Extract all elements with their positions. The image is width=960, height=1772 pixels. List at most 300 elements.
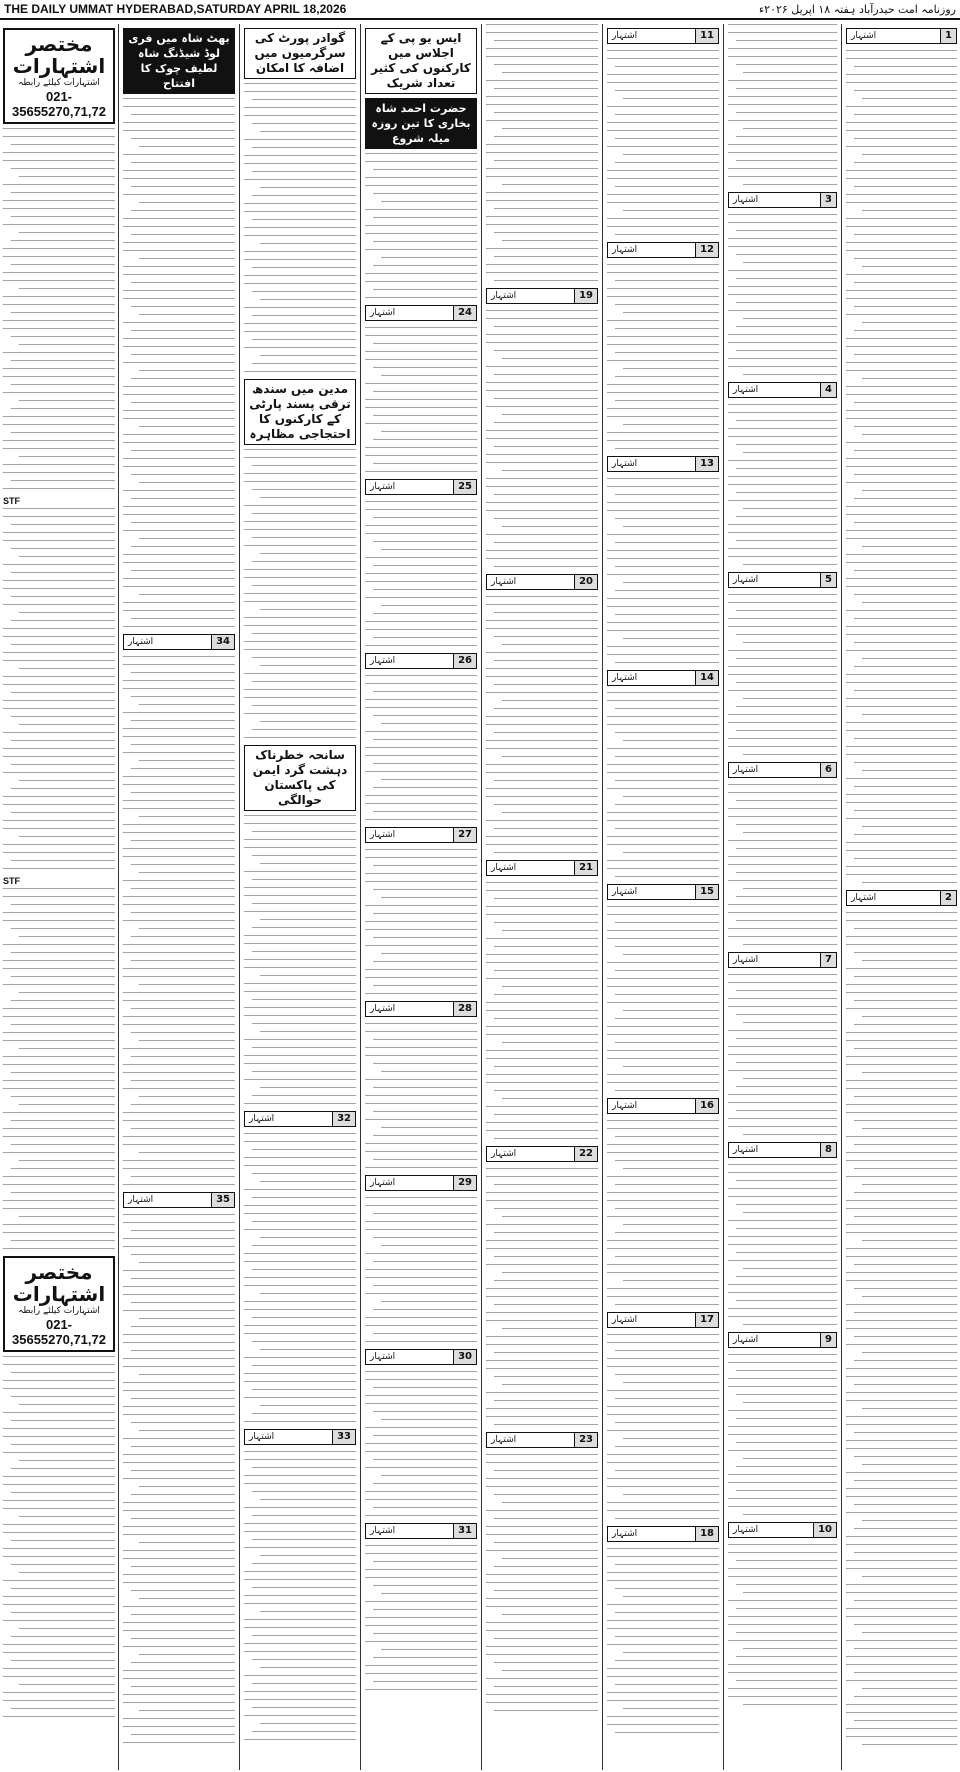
- text-line: [365, 1317, 477, 1318]
- text-line: [486, 510, 598, 511]
- text-line: [494, 1400, 598, 1401]
- text-line: [846, 698, 957, 699]
- text-line: [373, 265, 477, 266]
- news-text: [244, 449, 356, 738]
- text-line: [607, 1604, 719, 1605]
- text-line: [486, 310, 598, 311]
- text-line: [743, 564, 837, 565]
- text-line: [244, 983, 356, 984]
- text-line: [244, 601, 356, 602]
- notice-header: 8 اشتہار: [728, 1142, 837, 1158]
- text-line: [11, 384, 115, 385]
- text-line: [846, 874, 957, 875]
- text-line: [486, 1462, 598, 1463]
- text-line: [728, 358, 837, 359]
- news-text: [486, 24, 598, 281]
- text-line: [123, 1222, 235, 1223]
- text-line: [244, 283, 356, 284]
- text-line: [728, 1094, 837, 1095]
- text-line: [615, 1518, 719, 1519]
- text-line: [373, 1237, 477, 1238]
- text-line: [486, 1702, 598, 1703]
- text-line: [11, 1168, 115, 1169]
- text-line: [486, 596, 598, 597]
- text-line: [607, 622, 719, 623]
- text-line: [365, 1641, 477, 1642]
- text-line: [11, 1192, 115, 1193]
- text-line: [854, 114, 957, 115]
- text-line: [607, 1390, 719, 1391]
- text-line: [244, 1309, 356, 1310]
- text-line: [494, 922, 598, 923]
- text-line: [615, 662, 719, 663]
- notice-text: [728, 974, 837, 1135]
- text-line: [743, 1648, 837, 1649]
- text-line: [736, 1228, 837, 1229]
- text-line: [607, 336, 719, 337]
- text-line: [123, 178, 235, 179]
- text-line: [623, 1168, 719, 1169]
- text-line: [607, 194, 719, 195]
- notice-text: [486, 596, 598, 853]
- text-line: [607, 320, 719, 321]
- text-line: [607, 1358, 719, 1359]
- text-line: [846, 1304, 957, 1305]
- text-line: [365, 1205, 477, 1206]
- text-line: [728, 1426, 837, 1427]
- text-line: [3, 1152, 115, 1153]
- text-line: [252, 537, 356, 538]
- text-line: [607, 986, 719, 987]
- text-line: [373, 367, 477, 368]
- text-line: [623, 98, 719, 99]
- text-line: [486, 1510, 598, 1511]
- text-line: [260, 497, 356, 498]
- text-line: [3, 448, 115, 449]
- text-line: [854, 426, 957, 427]
- text-line: [862, 490, 957, 491]
- text-line: [736, 824, 837, 825]
- text-line: [494, 112, 598, 113]
- text-line: [607, 296, 719, 297]
- text-line: [11, 1540, 115, 1541]
- text-line: [139, 426, 235, 427]
- text-line: [244, 1627, 356, 1628]
- text-line: [3, 1380, 115, 1381]
- text-line: [365, 209, 477, 210]
- text-line: [854, 786, 957, 787]
- text-line: [486, 1534, 598, 1535]
- text-line: [3, 1428, 115, 1429]
- text-line: [3, 796, 115, 797]
- text-line: [131, 936, 235, 937]
- text-line: [244, 625, 356, 626]
- news-column-4: [362, 24, 480, 1770]
- text-line: [11, 1096, 115, 1097]
- text-line: [494, 136, 598, 137]
- text-line: [494, 40, 598, 41]
- text-line: [728, 936, 837, 937]
- notice-text: [728, 404, 837, 565]
- text-line: [728, 168, 837, 169]
- text-line: [486, 1248, 598, 1249]
- text-line: [3, 700, 115, 701]
- text-line: [373, 1585, 477, 1586]
- text-line: [854, 450, 957, 451]
- notice-text: [486, 1454, 598, 1711]
- text-line: [252, 1683, 356, 1684]
- text-line: [252, 1269, 356, 1270]
- text-line: [252, 1731, 356, 1732]
- text-line: [3, 464, 115, 465]
- text-line: [728, 286, 837, 287]
- text-line: [846, 1112, 957, 1113]
- text-line: [139, 984, 235, 985]
- text-line: [11, 1636, 115, 1637]
- text-line: [244, 1213, 356, 1214]
- text-line: [244, 1715, 356, 1716]
- text-line: [3, 684, 115, 685]
- text-line: [494, 946, 598, 947]
- text-line: [252, 171, 356, 172]
- text-line: [244, 529, 356, 530]
- text-line: [123, 530, 235, 531]
- text-line: [365, 1269, 477, 1270]
- text-line: [615, 542, 719, 543]
- text-line: [846, 1568, 957, 1569]
- text-line: [365, 1229, 477, 1230]
- text-line: [3, 392, 115, 393]
- text-line: [139, 1654, 235, 1655]
- text-line: [123, 1478, 235, 1479]
- text-line: [3, 328, 115, 329]
- text-line: [494, 1232, 598, 1233]
- text-line: [3, 772, 115, 773]
- text-line: [728, 1624, 837, 1625]
- text-line: [3, 604, 115, 605]
- text-line: [365, 1601, 477, 1602]
- text-line: [736, 896, 837, 897]
- text-line: [3, 320, 115, 321]
- text-line: [728, 1568, 837, 1569]
- text-line: [123, 98, 235, 99]
- text-line: [252, 1095, 356, 1096]
- text-line: [502, 240, 598, 241]
- text-line: [494, 232, 598, 233]
- text-line: [123, 1742, 235, 1743]
- notice-text: [486, 310, 598, 567]
- text-line: [607, 844, 719, 845]
- text-line: [846, 274, 957, 275]
- text-line: [846, 706, 957, 707]
- text-line: [854, 66, 957, 67]
- text-line: [736, 1680, 837, 1681]
- text-line: [139, 1710, 235, 1711]
- text-line: [19, 780, 115, 781]
- text-line: [373, 1285, 477, 1286]
- text-line: [3, 580, 115, 581]
- text-line: [486, 1240, 598, 1241]
- text-line: [615, 352, 719, 353]
- text-line: [373, 1111, 477, 1112]
- text-line: [11, 812, 115, 813]
- text-line: [607, 440, 719, 441]
- text-line: [736, 254, 837, 255]
- text-line: [846, 722, 957, 723]
- text-line: [846, 410, 957, 411]
- text-line: [365, 1665, 477, 1666]
- text-line: [502, 1384, 598, 1385]
- text-line: [615, 400, 719, 401]
- text-line: [365, 1625, 477, 1626]
- text-line: [252, 1365, 356, 1366]
- text-line: [123, 506, 235, 507]
- text-line: [131, 474, 235, 475]
- text-line: [123, 194, 235, 195]
- text-line: [244, 1451, 356, 1452]
- text-line: [728, 856, 837, 857]
- text-line: [607, 146, 719, 147]
- text-line: [486, 558, 598, 559]
- text-line: [607, 218, 719, 219]
- text-line: [728, 270, 837, 271]
- text-line: [736, 136, 837, 137]
- text-line: [862, 1576, 957, 1577]
- text-line: [486, 104, 598, 105]
- text-line: [862, 1128, 957, 1129]
- notice-header: 5 اشتہار: [728, 572, 837, 588]
- text-line: [139, 370, 235, 371]
- text-line: [854, 762, 957, 763]
- text-line: [3, 896, 115, 897]
- text-line: [244, 935, 356, 936]
- text-line: [494, 1352, 598, 1353]
- text-line: [123, 266, 235, 267]
- text-line: [728, 548, 837, 549]
- text-line: [244, 1603, 356, 1604]
- text-line: [123, 610, 235, 611]
- text-line: [123, 514, 235, 515]
- text-line: [3, 732, 115, 733]
- text-line: [728, 214, 837, 215]
- notice-text: [365, 849, 477, 994]
- notice-text: [365, 1197, 477, 1342]
- notice-text: [607, 1548, 719, 1733]
- text-line: [846, 1656, 957, 1657]
- text-line: [615, 590, 719, 591]
- text-line: [3, 888, 115, 889]
- text-line: [11, 1564, 115, 1565]
- text-line: [252, 657, 356, 658]
- text-line: [486, 652, 598, 653]
- text-line: [123, 832, 235, 833]
- text-line: [131, 354, 235, 355]
- text-line: [123, 1366, 235, 1367]
- text-line: [373, 1387, 477, 1388]
- text-line: [486, 334, 598, 335]
- text-line: [131, 1080, 235, 1081]
- text-line: [365, 1451, 477, 1452]
- text-line: [846, 1328, 957, 1329]
- text-line: [607, 820, 719, 821]
- text-line: [743, 374, 837, 375]
- text-line: [252, 1491, 356, 1492]
- text-line: [736, 350, 837, 351]
- text-line: [131, 1398, 235, 1399]
- text-line: [736, 800, 837, 801]
- text-line: [607, 724, 719, 725]
- text-line: [728, 436, 837, 437]
- text-line: [502, 930, 598, 931]
- text-line: [3, 184, 115, 185]
- text-line: [3, 1040, 115, 1041]
- text-line: [365, 1379, 477, 1380]
- notice-header: 1 اشتہار: [846, 28, 957, 44]
- text-line: [244, 1475, 356, 1476]
- text-line: [373, 889, 477, 890]
- text-line: [11, 336, 115, 337]
- text-line: [846, 122, 957, 123]
- text-line: [846, 746, 957, 747]
- text-line: [123, 586, 235, 587]
- text-line: [728, 650, 837, 651]
- text-line: [123, 1000, 235, 1001]
- text-line: [736, 160, 837, 161]
- text-line: [11, 408, 115, 409]
- text-line: [728, 1696, 837, 1697]
- text-line: [846, 1448, 957, 1449]
- text-line: [365, 771, 477, 772]
- text-line: [494, 542, 598, 543]
- text-line: [846, 626, 957, 627]
- text-line: [3, 1452, 115, 1453]
- text-line: [623, 210, 719, 211]
- text-line: [244, 323, 356, 324]
- text-line: [743, 1704, 837, 1705]
- text-line: [131, 1326, 235, 1327]
- text-line: [486, 1368, 598, 1369]
- text-line: [846, 936, 957, 937]
- text-line: [854, 522, 957, 523]
- text-line: [494, 1208, 598, 1209]
- text-line: [244, 545, 356, 546]
- text-line: [846, 386, 957, 387]
- text-line: [123, 776, 235, 777]
- news-column-3: [241, 24, 359, 1770]
- text-line: [728, 120, 837, 121]
- text-line: [846, 1064, 957, 1065]
- text-line: [19, 836, 115, 837]
- text-line: [252, 339, 356, 340]
- text-line: [494, 1470, 598, 1471]
- text-line: [728, 1450, 837, 1451]
- text-line: [728, 1102, 837, 1103]
- text-line: [486, 1074, 598, 1075]
- text-line: [846, 106, 957, 107]
- text-line: [615, 1232, 719, 1233]
- text-line: [494, 446, 598, 447]
- text-line: [381, 1475, 477, 1476]
- text-line: [736, 1490, 837, 1491]
- text-line: [846, 1320, 957, 1321]
- text-line: [846, 1248, 957, 1249]
- text-line: [11, 1468, 115, 1469]
- text-line: [846, 218, 957, 219]
- text-line: [123, 1534, 235, 1535]
- text-line: [3, 984, 115, 985]
- text-line: [846, 1280, 957, 1281]
- text-line: [728, 500, 837, 501]
- text-line: [3, 1088, 115, 1089]
- text-line: [494, 780, 598, 781]
- text-line: [846, 778, 957, 779]
- text-line: [623, 1066, 719, 1067]
- text-line: [365, 905, 477, 906]
- text-line: [244, 967, 356, 968]
- text-line: [494, 994, 598, 995]
- text-line: [846, 1680, 957, 1681]
- text-line: [486, 890, 598, 891]
- text-line: [736, 1442, 837, 1443]
- text-line: [728, 1600, 837, 1601]
- text-line: [846, 1416, 957, 1417]
- notice-header: 9 اشتہار: [728, 1332, 837, 1348]
- text-line: [486, 1454, 598, 1455]
- text-line: [373, 985, 477, 986]
- text-line: [615, 114, 719, 115]
- text-line: [607, 1676, 719, 1677]
- text-line: [131, 546, 235, 547]
- text-line: [743, 184, 837, 185]
- text-line: [365, 273, 477, 274]
- notice-text: [607, 1120, 719, 1305]
- text-line: [846, 370, 957, 371]
- text-line: [123, 1526, 235, 1527]
- text-line: [139, 1430, 235, 1431]
- text-line: [623, 1596, 719, 1597]
- text-line: [623, 1438, 719, 1439]
- text-line: [123, 1334, 235, 1335]
- text-line: [244, 1015, 356, 1016]
- text-line: [846, 842, 957, 843]
- text-line: [728, 974, 837, 975]
- text-line: [260, 1723, 356, 1724]
- text-line: [252, 1173, 356, 1174]
- text-line: [131, 1518, 235, 1519]
- text-line: [846, 1424, 957, 1425]
- text-line: [252, 195, 356, 196]
- text-line: [123, 346, 235, 347]
- text-line: [3, 1208, 115, 1209]
- notice-text: [123, 656, 235, 1185]
- notice-header: 20 اشتہار: [486, 574, 598, 590]
- text-line: [502, 414, 598, 415]
- text-line: [123, 1678, 235, 1679]
- masthead-urdu: روزنامہ امت حیدرآباد ہفتہ ۱۸ اپریل ۲۰۲۶ء: [758, 2, 956, 16]
- text-line: [123, 1454, 235, 1455]
- notice-text: [607, 478, 719, 663]
- stf-label: STF: [3, 496, 20, 506]
- text-line: [736, 682, 837, 683]
- text-line: [486, 1392, 598, 1393]
- text-line: [486, 264, 598, 265]
- text-line: [607, 74, 719, 75]
- text-line: [365, 803, 477, 804]
- news-column-7: [725, 24, 840, 1770]
- text-line: [607, 1454, 719, 1455]
- text-line: [3, 820, 115, 821]
- notice-header: 11 اشتہار: [607, 28, 719, 44]
